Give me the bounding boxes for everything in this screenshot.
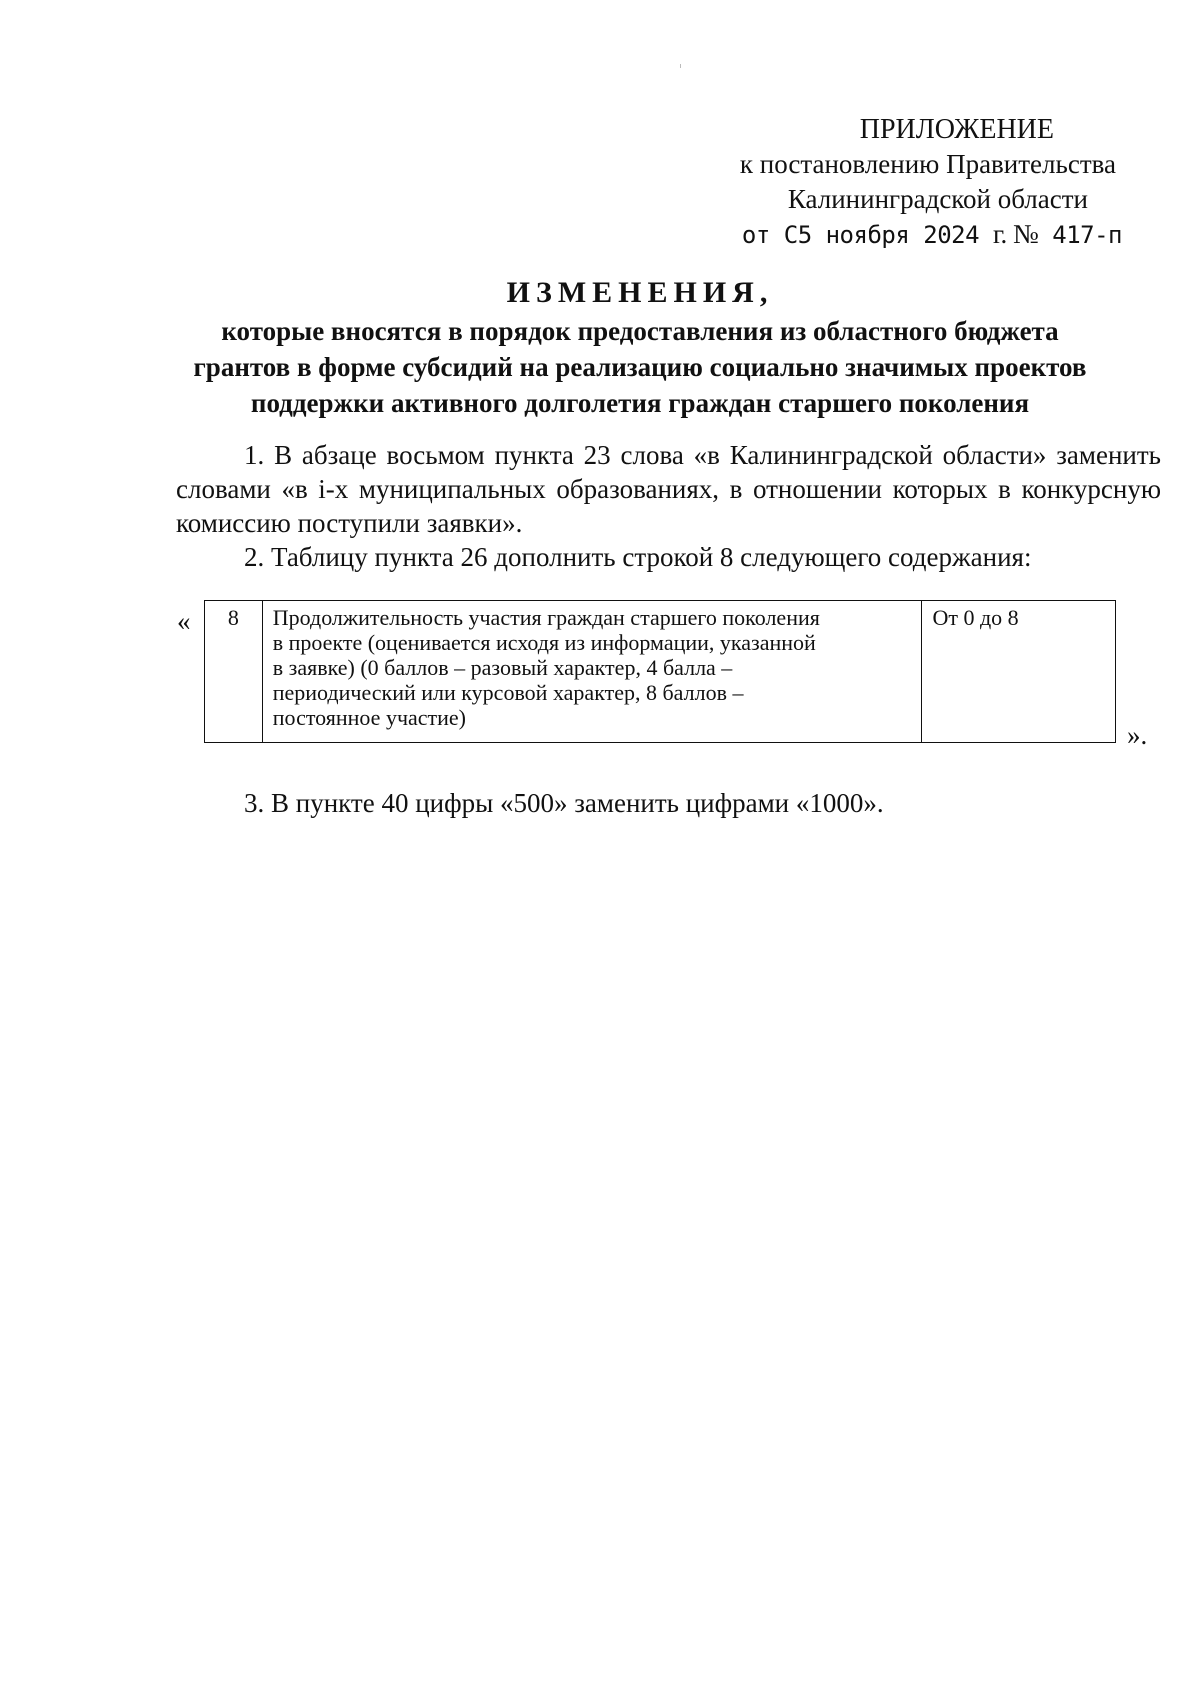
appendix-line-decree: к постановлению Правительства bbox=[739, 149, 1116, 179]
criterion-line-3: в заявке) (0 баллов – разовый характер, 4 балла – bbox=[272, 655, 733, 680]
scan-mark bbox=[680, 64, 681, 68]
paragraph-3: 3. В пункте 40 цифры «500» заменить цифрами «1000». bbox=[244, 788, 884, 818]
paragraph-1: 1. В абзаце восьмом пункта 23 слова «в Калининградской области» заменить словами «в i-х муниципальных образованиях, в отношении которых в конкурсную комиссию поступили заявки». bbox=[176, 440, 1161, 538]
table-cell-number: 8 bbox=[205, 601, 263, 743]
appendix-date-line bbox=[702, 217, 1122, 253]
appendix-line-region: Калининградской области bbox=[787, 184, 1088, 214]
heading-subtitle-line-2: грантов в форме субсидий на реализацию социально значимых проектов bbox=[193, 352, 1087, 382]
appendix-number: 417-п bbox=[1052, 221, 1122, 249]
heading-subtitle-line-3: поддержки активного долголетия граждан старшего поколения bbox=[250, 388, 1030, 418]
inserted-table bbox=[204, 600, 1116, 743]
paragraph-2: 2. Таблицу пункта 26 дополнить строкой 8 следующего содержания: bbox=[244, 542, 1032, 572]
document-heading bbox=[160, 274, 1120, 420]
appendix-number-label: г. № bbox=[993, 219, 1039, 249]
table-row bbox=[205, 601, 1116, 743]
appendix-block bbox=[702, 112, 1122, 253]
criterion-line-1: Продолжительность участия граждан старшего поколения bbox=[272, 605, 820, 630]
table-cell-criterion bbox=[262, 601, 922, 743]
heading-subtitle-line-1: которые вносятся в порядок предоставления из областного бюджета bbox=[221, 316, 1059, 346]
table-cell-score: От 0 до 8 bbox=[922, 601, 1116, 743]
table-quote-close: ». bbox=[1127, 720, 1148, 750]
appendix-title: ПРИЛОЖЕНИЕ bbox=[859, 114, 1054, 145]
appendix-date: от С5 ноября 2024 bbox=[741, 221, 980, 249]
criterion-line-5: постоянное участие) bbox=[272, 705, 467, 730]
table-quote-open: « bbox=[177, 606, 191, 636]
heading-title: ИЗМЕНЕНИЯ, bbox=[506, 276, 774, 309]
criterion-line-4: периодический или курсовой характер, 8 баллов – bbox=[272, 680, 744, 705]
criterion-line-2: в проекте (оценивается исходя из информации, указанной bbox=[272, 630, 816, 655]
